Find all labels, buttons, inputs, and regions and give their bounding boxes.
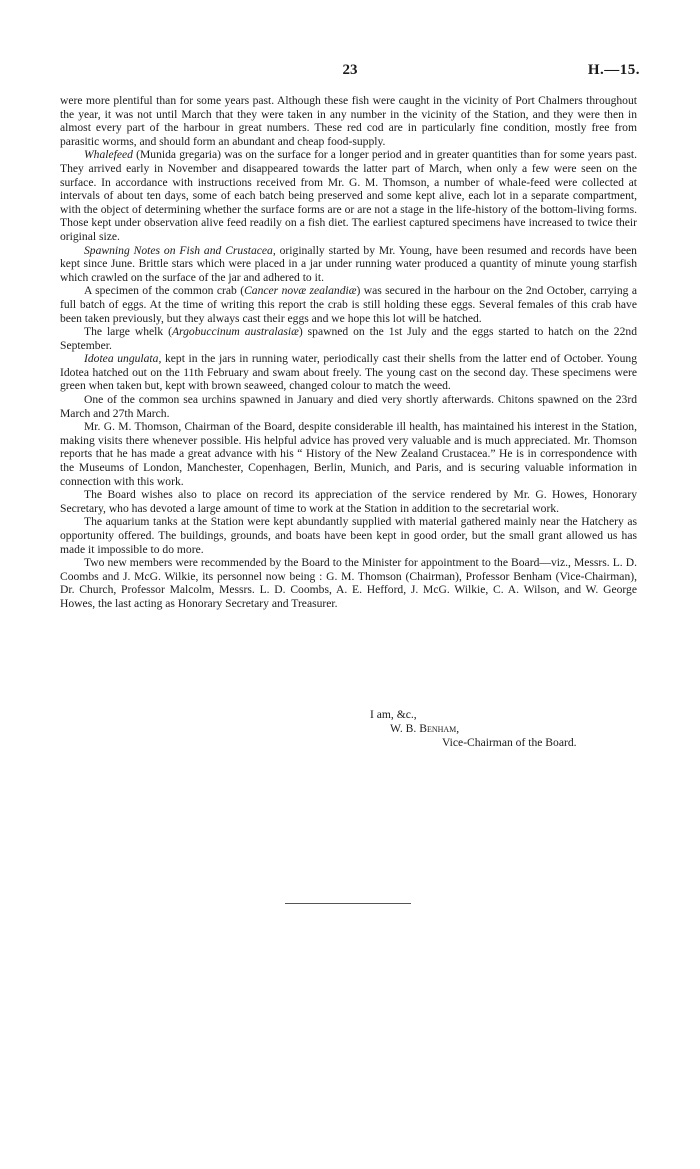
paragraph-text: The large whelk ( <box>84 325 172 339</box>
paragraph-new-members <box>60 556 637 610</box>
paragraph-whalefeed <box>60 148 637 243</box>
paragraph-text: ) was secured in the harbour on the 2nd October, carrying a full batch of eggs. At the time of writing this report the crab is still holding these eggs. Several females of this crab have been taken previously, but they always cast their eggs and we hope this lot will be hatched. <box>60 284 637 325</box>
page-header <box>0 64 700 84</box>
paragraph-red-cod <box>60 94 637 148</box>
paragraph-sea-urchins <box>60 393 637 420</box>
report-body <box>60 94 637 611</box>
closing-line: I am, &c., <box>370 708 417 721</box>
paragraph-spawning-notes <box>60 244 637 285</box>
paragraph-thomson <box>60 420 637 488</box>
species-name: Argobuccinum australasiæ <box>171 325 299 339</box>
signatory-name <box>390 722 459 736</box>
paragraph-aquarium <box>60 515 637 556</box>
signatory-title: Vice-Chairman of the Board. <box>442 736 577 749</box>
heading-spawning-notes: Spawning Notes on Fish and Crustacea, <box>84 243 276 257</box>
paragraph-howes <box>60 488 637 515</box>
paragraph-whelk <box>60 325 637 352</box>
paragraph-text: Mr. G. M. Thomson, Chairman of the Board, despite considerable ill health, has maintained his interest in the Station, making visits there whenever possible. His helpful advice has proved very valuable and is much appreciated. Mr. Thomson reports that he has made a great advance with his “ History of the New Zealand Crustacea.” He is in correspondence with the Museums of London, Manchester, Copenhagen, Berlin, Munich, and Paris, and is securing valuable information in connection with this work. <box>60 420 637 488</box>
heading-whalefeed: Whalefeed <box>84 148 133 162</box>
paragraph-idotea <box>60 352 637 393</box>
paragraph-text: were more plentiful than for some years past. Although these fish were caught in the vicinity of Port Chalmers throughout the year, it was not until March that they were taken in any number in the vicinity of the Station, and they were then in almost every part of the harbour in great numbers. These red cod are in particularly fine condition, mostly free from parasitic worms, and should form an abundant and cheap food-supply. <box>60 94 637 148</box>
paragraph-text: ) spawned on the 1st July and the eggs started to hatch on the 22nd September. <box>60 325 637 352</box>
document-reference: H.—15. <box>587 62 640 78</box>
end-rule <box>285 903 411 904</box>
paragraph-text: One of the common sea urchins spawned in January and died very shortly afterwards. Chitons spawned on the 23rd March and 27th March. <box>60 393 637 420</box>
signatory-surname: Benham, <box>419 722 460 735</box>
paragraph-text: (Munida gregaria) was on the surface for a longer period and in greater quantities than for some years past. They arrived early in November and disappeared towards the latter part of March, when only a few were seen on the surface. In accordance with instructions received from Mr. G. M. Thomson, a number of whale-feed were collected at intervals of about ten days, some of each batch being preserved and some kept alive, each lot in a separate compartment, with the object of determining whether the surface forms are or are not a stage in the life-history of the bottom-living forms. Those kept under observation alive feed readily on a fish diet. The earliest captured specimens have increased to twice their original size. <box>60 148 637 243</box>
signature-block <box>60 708 637 752</box>
paragraph-text: originally started by Mr. Young, have been resumed and records have been kept since June. Brittle stars which were placed in a jar under running water produced a quantity of minute young starfish which crawled on the surface of the jar and adhered to it. <box>60 243 637 284</box>
paragraph-text: The Board wishes also to place on record its appreciation of the service rendered by Mr. G. Howes, Honorary Secretary, who has devoted a large amount of time to work at the Station in addition to the secretarial work. <box>60 488 637 515</box>
paragraph-crab <box>60 284 637 325</box>
paragraph-text: A specimen of the common crab ( <box>84 284 245 298</box>
signatory-initials: W. B. <box>390 722 417 735</box>
species-name: Cancer novæ zealandiæ <box>244 284 357 298</box>
paragraph-text: Two new members were recommended by the Board to the Minister for appointment to the Board—viz., Messrs. L. D. Coombs and J. McG. Wilkie, its personnel now being : G. M. Thomson (Chairman), Professor Benham (Vice-Chairman), Dr. Church, Professor Malcolm, Messrs. L. D. Coombs, A. E. Hefford, J. McG. Wilkie, C. A. Wilson, and W. George Howes, the last acting as Honorary Secretary and Treasurer. <box>60 556 637 610</box>
species-name: Idotea ungulata, <box>84 352 162 366</box>
page-number: 23 <box>342 62 358 78</box>
paragraph-text: The aquarium tanks at the Station were kept abundantly supplied with material gathered mainly near the Hatchery as opportunity offered. The buildings, grounds, and boats have been kept in good order, but the small grant allowed us has made it impossible to do more. <box>60 515 637 556</box>
paragraph-text: kept in the jars in running water, periodically cast their shells from the latter end of October. Young Idotea hatched out on the 11th February and swam about freely. The young cast on the second day. These specimens were green when taken but, kept with brown seaweed, changed colour to match the weed. <box>60 352 637 393</box>
